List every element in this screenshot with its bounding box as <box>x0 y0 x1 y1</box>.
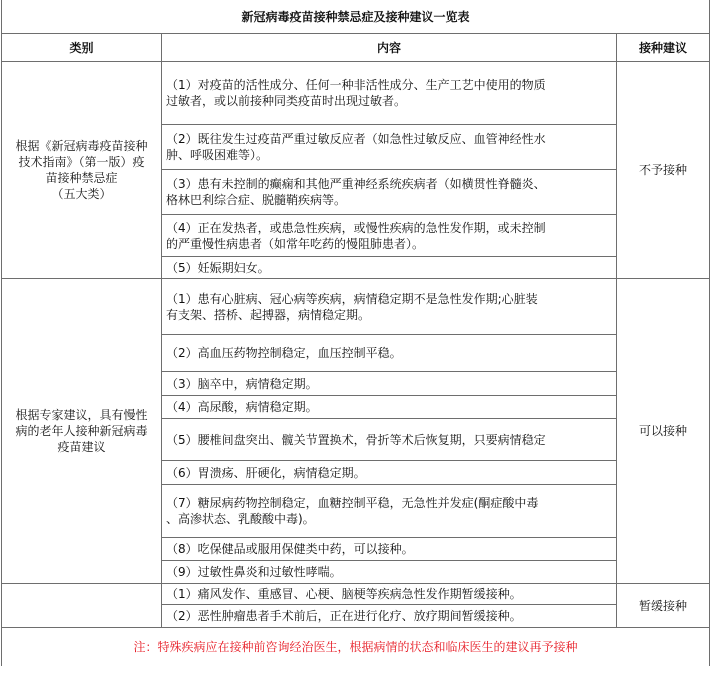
table-row: （7）糖尿病药物控制稳定，血糖控制平稳，无急性并发症(酮症酸中毒 、高渗状态、乳酸酸中毒)。 <box>162 485 617 538</box>
table-row: （6）胃溃疡、肝硬化，病情稳定期。 <box>162 461 617 485</box>
table-row: （1）患有心脏病、冠心病等疾病，病情稳定期不是急性发作期;心脏装 有支架、搭桥、起搏器，病情稳定期。 <box>162 279 617 335</box>
table-row: （4）高尿酸，病情稳定期。 <box>162 396 617 419</box>
table-row: （9）过敏性鼻炎和过敏性哮喘。 <box>162 561 617 584</box>
table-row: （3）脑卒中，病情稳定期。 <box>162 372 617 396</box>
recommendation-postpone: 暂缓接种 <box>617 584 710 628</box>
table-row: （2）既往发生过疫苗严重过敏反应者（如急性过敏反应、血管神经性水 肿、呼吸困难等）。 <box>162 125 617 170</box>
table-row: （5）腰椎间盘突出、髋关节置换术，骨折等术后恢复期，只要病情稳定 <box>162 419 617 461</box>
table-row: （3）患有未控制的癫痫和其他严重神经系统疾病者（如横贯性脊髓炎、 格林巴利综合症、脱髓鞘疾病等。 <box>162 170 617 215</box>
table-row: （1）对疫苗的活性成分、任何一种非活性成分、生产工艺中使用的物质 过敏者，或以前接种同类疫苗时出现过敏者。 <box>162 62 617 125</box>
header-content: 内容 <box>162 34 617 62</box>
footnote: 注：特殊疾病应在接种前咨询经治医生，根据病情的状态和临床医生的建议再予接种 <box>2 628 710 667</box>
header-category: 类别 <box>2 34 162 62</box>
table-row: （2）高血压药物控制稳定，血压控制平稳。 <box>162 335 617 372</box>
table-row: （8）吃保健品或服用保健类中药，可以接种。 <box>162 538 617 561</box>
table-row: （2）恶性肿瘤患者手术前后，正在进行化疗、放疗期间暂缓接种。 <box>162 605 617 628</box>
category-expert-advice: 根据专家建议，具有慢性 病的老年人接种新冠病毒 疫苗建议 <box>2 279 162 584</box>
category-postpone <box>2 584 162 628</box>
table-row: （4）正在发热者，或患急性疾病，或慢性疾病的急性发作期，或未控制 的严重慢性病患者（如常年吃药的慢阻肺患者）。 <box>162 215 617 257</box>
category-contraindications: 根据《新冠病毒疫苗接种 技术指南》（第一版）疫 苗接种禁忌症 （五大类） <box>2 62 162 279</box>
recommendation-not-vaccinate: 不予接种 <box>617 62 710 279</box>
table-title: 新冠病毒疫苗接种禁忌症及接种建议一览表 <box>2 0 710 34</box>
recommendation-can-vaccinate: 可以接种 <box>617 279 710 584</box>
header-recommendation: 接种建议 <box>617 34 710 62</box>
table-row: （5）妊娠期妇女。 <box>162 257 617 279</box>
table-row: （1）痛风发作、重感冒、心梗、脑梗等疾病急性发作期暂缓接种。 <box>162 584 617 605</box>
vaccine-contraindication-table <box>1 0 710 666</box>
